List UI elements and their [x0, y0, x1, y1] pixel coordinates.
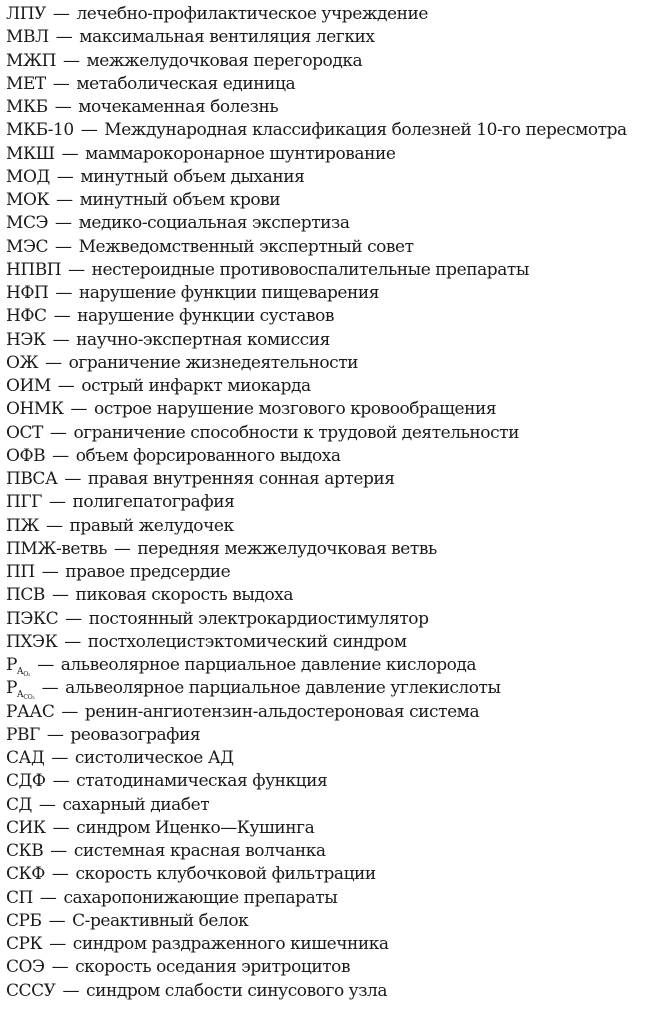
abbreviation-term: [6, 748, 44, 768]
em-dash-separator: —: [41, 678, 59, 699]
abbreviation-definition: нарушение функции суставов: [77, 306, 334, 327]
abbreviation-entry: [6, 445, 660, 468]
em-dash-separator: —: [37, 655, 54, 675]
abbreviation-term-base: МЖП: [6, 50, 56, 71]
abbreviation-term-base: НФС: [6, 306, 47, 327]
abbreviation-term-base: ОЖ: [6, 352, 39, 373]
abbreviation-term: [6, 771, 46, 791]
em-dash-separator: —: [46, 724, 64, 745]
em-dash-separator: —: [52, 4, 70, 24]
abbreviation-term-base: МЭС: [6, 236, 49, 257]
abbreviation-term-base: СКВ: [6, 841, 44, 861]
abbreviation-term: [6, 353, 38, 373]
abbreviation-term-base: СИК: [6, 817, 46, 838]
abbreviation-definition: правый желудочек: [69, 515, 234, 536]
em-dash-separator: —: [45, 352, 62, 373]
em-dash-separator: —: [50, 841, 67, 861]
em-dash-separator: —: [61, 143, 79, 164]
abbreviation-entry: [6, 747, 660, 770]
abbreviation-term-base: СД: [6, 794, 32, 815]
em-dash-separator: —: [49, 422, 67, 443]
abbreviation-definition: альвеолярное парциальное давление кислорода: [60, 655, 477, 675]
em-dash-separator: —: [52, 445, 69, 466]
em-dash-separator: —: [48, 492, 66, 513]
abbreviation-entry: [6, 73, 660, 96]
abbreviation-definition: ренин-ангиотензин-альдостероновая система: [84, 701, 480, 722]
abbreviation-term: [6, 306, 47, 326]
abbreviation-entry: [6, 980, 660, 1003]
em-dash-separator: —: [39, 887, 57, 908]
abbreviation-entry: [6, 677, 660, 700]
abbreviation-entry: [6, 26, 660, 49]
em-dash-separator: —: [70, 399, 88, 420]
abbreviation-entry: [6, 701, 660, 724]
abbreviation-definition: правая внутренняя сонная артерия: [87, 469, 395, 489]
abbreviation-entry: [6, 375, 660, 398]
abbreviation-term: [6, 934, 42, 954]
abbreviation-term-base: СРК: [6, 934, 43, 954]
abbreviation-entry: [6, 236, 660, 259]
abbreviation-definition: статодинамическая функция: [76, 771, 328, 792]
abbreviation-term-base: P: [6, 678, 17, 699]
abbreviation-entry: [6, 491, 660, 514]
abbreviation-term: [6, 632, 57, 652]
abbreviation-definition: минутный объем крови: [79, 190, 281, 210]
abbreviation-term: [6, 74, 46, 94]
abbreviation-term: [6, 957, 45, 977]
abbreviation-term: [6, 516, 39, 536]
em-dash-separator: —: [56, 190, 73, 210]
abbreviation-definition: объем форсированного выдоха: [75, 445, 341, 466]
abbreviation-term-base: СРБ: [6, 910, 42, 931]
abbreviation-term-base: ПХЭК: [6, 631, 58, 652]
abbreviation-term-base: РВГ: [6, 724, 40, 745]
abbreviation-term-base: МЕТ: [6, 73, 46, 94]
abbreviation-definition: нарушение функции пищеварения: [78, 283, 380, 303]
abbreviation-term: [6, 492, 42, 512]
abbreviation-entry: [6, 817, 660, 840]
abbreviation-term: [6, 655, 31, 678]
em-dash-separator: —: [48, 910, 66, 931]
abbreviation-term-base: МКБ-10: [6, 120, 74, 141]
abbreviation-term: [6, 144, 55, 164]
abbreviation-term-base: ПСВ: [6, 585, 45, 606]
abbreviation-definition: межжелудочковая перегородка: [86, 50, 363, 71]
abbreviation-definition: острый инфаркт миокарда: [81, 376, 311, 396]
abbreviation-entry: [6, 96, 660, 119]
abbreviation-term: [6, 376, 51, 396]
em-dash-separator: —: [62, 50, 80, 71]
abbreviation-term-subscript-text: A: [17, 690, 24, 701]
abbreviation-term-base: ПП: [6, 562, 35, 582]
abbreviation-definition: систолическое АД: [74, 748, 234, 768]
abbreviation-entry: [6, 887, 660, 910]
abbreviation-term-base: ПЭКС: [6, 608, 59, 629]
abbreviation-term: [6, 469, 57, 489]
abbreviation-entry: [6, 724, 660, 747]
abbreviation-term: [6, 725, 40, 745]
abbreviation-term: [6, 539, 107, 559]
em-dash-separator: —: [54, 97, 72, 117]
abbreviation-entry: [6, 259, 660, 282]
abbreviation-entry: [6, 631, 660, 654]
abbreviation-term-subsubscript: CO₂: [23, 694, 35, 702]
em-dash-separator: —: [65, 608, 82, 629]
em-dash-separator: —: [52, 817, 70, 838]
abbreviation-term: [6, 585, 45, 605]
em-dash-separator: —: [55, 27, 73, 48]
abbreviation-entry: [6, 143, 660, 166]
abbreviation-term-base: МОК: [6, 190, 50, 210]
em-dash-separator: —: [51, 864, 69, 885]
abbreviation-term: [6, 260, 61, 280]
abbreviation-definition: пиковая скорость выдоха: [75, 585, 294, 606]
em-dash-separator: —: [64, 469, 81, 489]
abbreviation-definition: максимальная вентиляция легких: [79, 27, 375, 48]
abbreviation-term-base: НПВП: [6, 259, 62, 280]
abbreviation-term-base: ПЖ: [6, 515, 40, 536]
abbreviation-term: [6, 818, 46, 838]
abbreviation-definition: лечебно-профилактическое учреждение: [76, 4, 429, 24]
abbreviation-definition: сахаропонижающие препараты: [63, 887, 338, 908]
em-dash-separator: —: [62, 980, 80, 1001]
abbreviation-term: [6, 190, 49, 210]
abbreviation-term: [6, 702, 54, 722]
abbreviation-term: [6, 167, 50, 187]
abbreviation-term: [6, 841, 43, 861]
abbreviation-term-base: МКБ: [6, 97, 48, 117]
em-dash-separator: —: [41, 562, 59, 582]
abbreviation-term-subscript-text: A: [17, 667, 24, 677]
abbreviation-term-base: САД: [6, 748, 45, 768]
abbreviation-definition: научно-экспертная комиссия: [76, 329, 330, 350]
abbreviation-term-base: СКФ: [6, 864, 45, 885]
abbreviation-entry: [6, 770, 660, 793]
abbreviation-definition: альвеолярное парциальное давление углекислоты: [65, 678, 501, 699]
abbreviation-entry: [6, 422, 660, 445]
abbreviation-entry: [6, 3, 660, 26]
abbreviation-term: [6, 120, 74, 140]
abbreviation-term-base: СОЭ: [6, 957, 45, 978]
abbreviation-term: [6, 97, 48, 117]
em-dash-separator: —: [52, 73, 70, 94]
abbreviation-term-base: МСЭ: [6, 213, 49, 234]
abbreviation-definition: скорость клубочковой фильтрации: [75, 864, 376, 885]
abbreviation-term: [6, 330, 46, 350]
abbreviation-term: [6, 609, 58, 629]
abbreviation-term: [6, 795, 32, 815]
abbreviation-entry: [6, 654, 660, 677]
abbreviation-definition: реовазография: [70, 724, 201, 745]
abbreviation-term-base: P: [6, 655, 17, 675]
em-dash-separator: —: [52, 771, 70, 792]
abbreviation-definition: постоянный электрокардиостимулятор: [88, 608, 429, 629]
abbreviation-term: [6, 678, 35, 702]
abbreviation-term-base: ПВСА: [6, 469, 58, 489]
abbreviation-definition: С-реактивный белок: [72, 910, 249, 931]
em-dash-separator: —: [80, 120, 98, 141]
abbreviation-definition: синдром раздраженного кишечника: [72, 934, 389, 954]
abbreviation-term: [6, 911, 42, 931]
abbreviation-entry: [6, 584, 660, 607]
abbreviation-entry: [6, 166, 660, 189]
abbreviation-entry: [6, 468, 660, 491]
abbreviation-term-base: НЭК: [6, 329, 46, 350]
em-dash-separator: —: [55, 283, 72, 303]
abbreviation-definition: полигепатография: [72, 492, 235, 513]
em-dash-separator: —: [55, 213, 72, 234]
abbreviation-entry: [6, 50, 660, 73]
abbreviation-entry: [6, 910, 660, 933]
abbreviation-entry: [6, 794, 660, 817]
abbreviation-definition: Межведомственный экспертный совет: [78, 236, 414, 257]
em-dash-separator: —: [64, 631, 81, 652]
abbreviation-entry: [6, 561, 660, 584]
abbreviation-definition: синдром слабости синусового узла: [86, 980, 388, 1001]
abbreviation-term-base: ПМЖ-ветвь: [6, 538, 107, 559]
em-dash-separator: —: [68, 259, 85, 280]
abbreviation-list: [6, 3, 660, 1003]
abbreviation-entry: [6, 515, 660, 538]
abbreviation-term-base: РААС: [6, 701, 55, 722]
abbreviation-entry: [6, 352, 660, 375]
abbreviation-term: [6, 446, 45, 466]
abbreviation-definition: мочекаменная болезнь: [78, 97, 279, 117]
em-dash-separator: —: [113, 538, 131, 559]
abbreviation-entry: [6, 933, 660, 956]
em-dash-separator: —: [57, 376, 75, 396]
abbreviation-definition: медико-социальная экспертиза: [78, 213, 350, 234]
abbreviation-term-base: СДФ: [6, 771, 46, 792]
abbreviation-entry: [6, 189, 660, 212]
abbreviation-term-base: НФП: [6, 283, 49, 303]
abbreviation-definition: системная красная волчанка: [73, 841, 326, 861]
abbreviation-entry: [6, 956, 660, 979]
em-dash-separator: —: [51, 748, 68, 768]
abbreviation-term: [6, 4, 46, 24]
abbreviation-term-base: МВЛ: [6, 27, 49, 48]
abbreviation-term-subsubscript: O₂: [23, 671, 31, 678]
abbreviation-term: [6, 283, 48, 303]
abbreviation-term-base: ОИМ: [6, 376, 51, 396]
em-dash-separator: —: [53, 306, 71, 327]
em-dash-separator: —: [52, 329, 70, 350]
abbreviation-term-base: СП: [6, 887, 33, 908]
abbreviation-definition: сахарный диабет: [62, 794, 210, 815]
abbreviation-entry: [6, 329, 660, 352]
abbreviation-entry: [6, 840, 660, 863]
abbreviation-definition: передняя межжелудочковая ветвь: [137, 538, 437, 559]
em-dash-separator: —: [61, 701, 78, 722]
abbreviation-term: [6, 562, 35, 582]
em-dash-separator: —: [51, 957, 69, 978]
abbreviation-definition: постхолецистэктомический синдром: [87, 631, 407, 652]
abbreviation-definition: скорость оседания эритроцитов: [75, 957, 351, 978]
abbreviation-entry: [6, 212, 660, 235]
abbreviation-term: [6, 27, 49, 47]
abbreviation-term: [6, 888, 33, 908]
abbreviation-definition: синдром Иценко—Кушинга: [76, 817, 315, 838]
abbreviation-entry: [6, 863, 660, 886]
abbreviation-entry: [6, 305, 660, 328]
abbreviation-term-base: ПГГ: [6, 492, 42, 513]
abbreviation-term-base: ОФВ: [6, 445, 46, 466]
abbreviation-term: [6, 213, 48, 233]
abbreviation-term-base: ЛПУ: [6, 4, 46, 24]
abbreviation-term-base: МКШ: [6, 143, 55, 164]
abbreviation-definition: метаболическая единица: [76, 73, 296, 94]
abbreviation-definition: ограничение способности к трудовой деятельности: [73, 422, 519, 443]
abbreviation-definition: маммарокоронарное шунтирование: [85, 143, 396, 164]
abbreviation-definition: правое предсердие: [65, 562, 231, 582]
abbreviation-definition: нестероидные противовоспалительные препараты: [91, 259, 529, 280]
abbreviation-definition: ограничение жизнедеятельности: [68, 352, 359, 373]
abbreviation-entry: [6, 398, 660, 421]
abbreviation-entry: [6, 282, 660, 305]
em-dash-separator: —: [51, 585, 69, 606]
abbreviation-definition: минутный объем дыхания: [80, 166, 305, 187]
abbreviation-definition: острое нарушение мозгового кровообращения: [94, 399, 497, 420]
abbreviation-entry: [6, 119, 660, 142]
abbreviation-term-base: СССУ: [6, 980, 56, 1001]
abbreviation-entry: [6, 538, 660, 561]
abbreviation-term: [6, 423, 43, 443]
abbreviation-term-base: ОСТ: [6, 422, 43, 443]
abbreviation-term: [6, 399, 64, 419]
abbreviation-definition: Международная классификация болезней 10-го пересмотра: [104, 120, 627, 141]
abbreviation-entry: [6, 608, 660, 631]
abbreviation-term-base: МОД: [6, 166, 50, 187]
abbreviation-term: [6, 237, 48, 257]
em-dash-separator: —: [46, 515, 63, 536]
abbreviation-term: [6, 864, 45, 884]
em-dash-separator: —: [38, 794, 56, 815]
abbreviation-term-base: ОНМК: [6, 399, 64, 420]
abbreviation-term: [6, 51, 56, 71]
em-dash-separator: —: [56, 166, 74, 187]
em-dash-separator: —: [49, 934, 66, 954]
abbreviation-term: [6, 981, 56, 1001]
em-dash-separator: —: [55, 236, 72, 257]
